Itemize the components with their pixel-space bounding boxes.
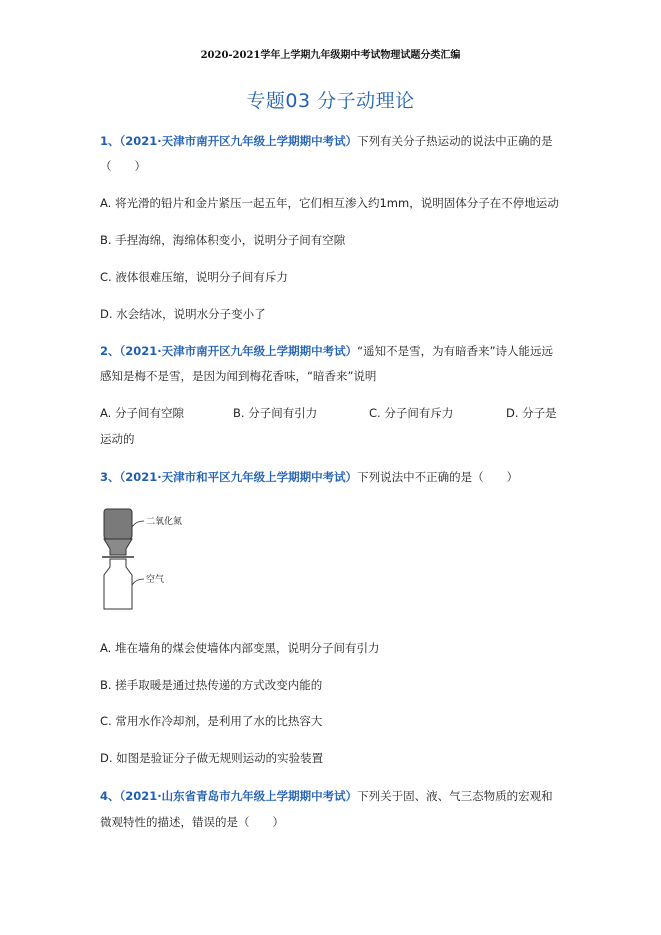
question-3-option-a: A. 堆在墙角的煤会使墙体内部变黑，说明分子间有引力	[100, 641, 380, 655]
question-source: （2021·天津市南开区九年级上学期期中考试）	[119, 344, 358, 358]
question-2-option-b: B. 分子间有引力	[233, 406, 318, 420]
question-number: 1、	[100, 134, 120, 148]
no2-bottle-body	[104, 509, 132, 539]
question-number: 2、	[100, 344, 120, 358]
question-2-option-a: A. 分子间有空隙	[100, 406, 184, 420]
question-number: 3、	[100, 470, 120, 484]
label-leader-bottom	[132, 579, 144, 585]
question-3-option-c: C. 常用水作冷却剂，是利用了水的比热容大	[100, 714, 323, 728]
question-3-stem	[100, 469, 518, 485]
air-bottle	[104, 559, 132, 609]
page-title: 专题03 分子动理论	[246, 90, 415, 112]
question-2-option-d: D. 分子是	[506, 406, 557, 420]
label-air: 空气	[146, 575, 165, 585]
question-1-stem-cont: （ ）	[100, 159, 146, 173]
question-source: （2021·天津市和平区九年级上学期期中考试）	[119, 470, 358, 484]
question-2-option-d-cont: 运动的	[100, 432, 135, 446]
question-number: 4、	[100, 789, 120, 803]
question-3-option-b: B. 搓手取暖是通过热传递的方式改变内能的	[100, 678, 323, 692]
question-text: 下列关于固、液、气三态物质的宏观和	[357, 789, 553, 803]
question-1-stem	[100, 133, 553, 149]
question-1-option-d: D. 水会结冰，说明水分子变小了	[100, 307, 266, 321]
document-header: 2020-2021学年上学期九年级期中考试物理试题分类汇编	[200, 50, 461, 61]
question-2-stem-cont: 感知是梅不是雪，是因为闻到梅花香味，“暗香来”说明	[100, 369, 377, 383]
label-leader-top	[132, 521, 144, 527]
question-4-stem-cont: 微观特性的描述，错误的是（ ）	[100, 815, 284, 829]
diffusion-figure	[96, 505, 206, 615]
question-2-stem	[100, 343, 553, 359]
question-4-stem	[100, 788, 553, 804]
question-2-option-c: C. 分子间有斥力	[369, 406, 454, 420]
question-source: （2021·山东省青岛市九年级上学期期中考试）	[119, 789, 358, 803]
question-1-option-b: B. 手捏海绵，海绵体积变小，说明分子间有空隙	[100, 233, 346, 247]
no2-bottle-neck	[104, 539, 132, 555]
label-no2: 二氧化氮	[146, 517, 183, 527]
question-3-option-d: D. 如图是验证分子做无规则运动的实验装置	[100, 751, 324, 765]
question-1-option-a: A. 将光滑的铅片和金片紧压一起五年，它们相互渗入约1mm，说明固体分子在不停地运动	[100, 196, 559, 210]
question-1-option-c: C. 液体很难压缩，说明分子间有斥力	[100, 270, 288, 284]
question-text: 下列说法中不正确的是（ ）	[357, 470, 519, 484]
question-text: 下列有关分子热运动的说法中正确的是	[357, 134, 553, 148]
question-source: （2021·天津市南开区九年级上学期期中考试）	[119, 134, 358, 148]
question-text: “遥知不是雪，为有暗香来”诗人能远远	[357, 344, 554, 358]
